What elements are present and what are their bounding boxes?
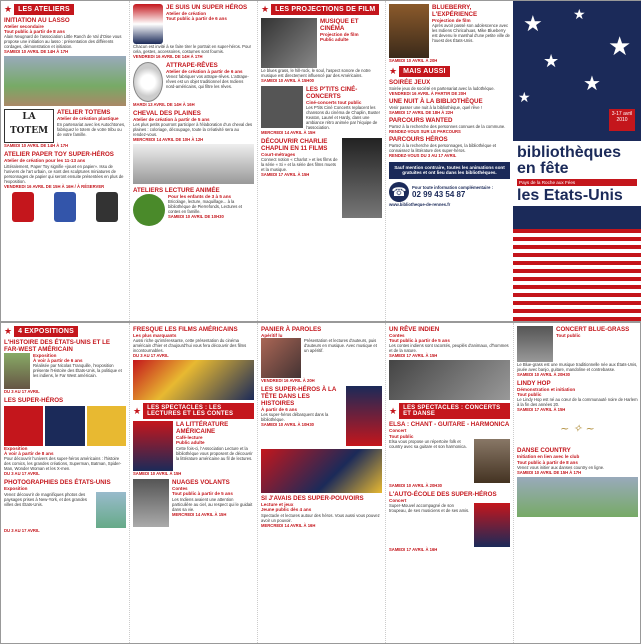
star-icon: ★ <box>4 326 13 336</box>
cover-stripes <box>513 229 641 321</box>
nuit-title: UNE NUIT À LA BIBLIOTHÈQUE <box>389 98 483 105</box>
histoire-photo <box>4 353 30 389</box>
soiree-dates: VENDREDI 16 AVRIL À PARTIR DE 20H <box>389 91 467 96</box>
dreamcatcher-image <box>133 62 163 102</box>
danse-meta: Tout public à partir de 8 ans <box>517 459 578 465</box>
nuages-sub: Contes <box>172 486 188 492</box>
elsa-photo <box>474 439 510 483</box>
chaplin-dates: MERCREDI 14 AVRIL À 15H <box>261 130 316 136</box>
star-icon: ★ <box>261 4 270 14</box>
lasso-photo <box>4 56 126 106</box>
superpowers-photo <box>261 449 382 493</box>
parole-dates: VENDREDI 16 AVRIL À 20H <box>261 378 315 384</box>
bluegrass-photo <box>517 326 553 362</box>
cheval-photo <box>133 144 254 184</box>
heros-meta: Tout public à partir de 6 ans <box>166 16 227 22</box>
danse-column <box>513 323 641 643</box>
totems-dates: SAMEDI 10 AVRIL DE 14H À 17H <box>4 143 69 149</box>
parcours-title: PARCOURS HÉROS <box>389 136 448 143</box>
date-badge: 3-17 avril 2010 <box>609 109 635 131</box>
histoire-meta: À voir à partir de 6 ans <box>33 358 83 364</box>
heros-dates: VENDREDI 16 AVRIL DE 14H À 17H <box>133 54 203 59</box>
cover-column <box>513 1 641 321</box>
projections-banner: LES PROJECTIONS DE FILM <box>271 4 379 15</box>
lindy-sub: Démonstration et initiation <box>517 387 576 392</box>
histoire-title: L'HISTOIRE DES ÉTATS-UNIS ET LE FAR-WEST AMÉRICAIN <box>4 339 110 353</box>
star-icon: ★ <box>583 73 601 95</box>
litterature-title: LA LITTÉRATURE AMÉRICAINE <box>176 421 229 436</box>
elsa-sub: Concert <box>389 428 407 434</box>
lasso-sub: Atelier secondaire <box>4 24 44 29</box>
films-title: FRESQUE LES FILMS AMÉRICAINS <box>133 326 238 333</box>
lasso-dates: SAMEDI 10 AVRIL DE 14H À 17H <box>4 49 69 55</box>
cheval-sub: Atelier de création à partir de 5 ans <box>133 117 210 122</box>
reve-title: UN RÊVE INDIEN <box>389 326 440 333</box>
photos-dates: DU 3 AU 17 AVRIL <box>4 527 40 533</box>
auto-text: Super-Mouvel accompagné de son troupeau, de ses musiciens et de ses amis. <box>389 503 470 514</box>
phone-number: 02 99 43 54 87 <box>412 189 466 199</box>
blueberry-poster <box>389 4 429 58</box>
heros-sub: Atelier de création <box>166 11 207 16</box>
photos-text: Venez découvrir de magnifiques photos des paysages prises à New-York, et des grandes villes des États-Unis. <box>4 491 87 507</box>
films-column <box>129 323 257 643</box>
liberty-photo <box>96 492 126 528</box>
star-icon: ★ <box>523 11 543 36</box>
jouons-dates: MERCREDI 14 AVRIL À 16H <box>261 522 316 528</box>
reves-text: Venez fabriquer vos attrape-rêves. L'attrape-rêves est un objet traditionnel des Indiens nord-américains, qui filtre les rêves. <box>166 74 249 90</box>
lecture-title: ATELIERS LECTURE ANIMÉE <box>133 187 220 195</box>
comics-cover-1 <box>4 406 43 446</box>
expo-heros-text: Pour découvrir l'univers des super-héros américains : l'histoire des comics, les grandes créations, Superman, Batman, Spider-Man, Wonder Woman et les X-men. <box>4 456 122 472</box>
parole-text: Présentation et lectures d'auteurs, puis d'auteurs en musique. Avec musique et un apéritif. <box>304 338 377 354</box>
jouons-title: SI J'AVAIS DES SUPER-POUVOIRS <box>261 495 364 503</box>
totems-title: ATELIER TOTEMS <box>57 109 111 117</box>
soiree-title: SOIRÉE JEUX <box>389 79 431 86</box>
heros-text: Chacun est invité à se faire tirer le portrait en super-héros. Pour cela, gestes, accessoires, costumes sont fournis. <box>133 44 252 54</box>
parole-title: PANIER À PAROLES <box>261 326 322 333</box>
comics-cover-3 <box>87 406 126 446</box>
nuages-meta: Tout public à partir de 5 ans <box>172 491 233 497</box>
photos-title: PHOTOGRAPHIES DES ÉTATS-UNIS <box>4 479 111 487</box>
elsa-dates: SAMEDI 10 AVRIL À 20H30 <box>389 482 442 488</box>
nuit-dates: SAMEDI 17 AVRIL DE 18H À 22H <box>389 110 454 115</box>
danse-sub: Initiation en lien avec le club <box>517 454 580 460</box>
paper-sub: Atelier de création pour les 11-13 ans <box>4 158 86 164</box>
star-icon: ★ <box>543 51 560 71</box>
lecture-dates: SAMEDI 10 AVRIL DE 10H30 <box>168 214 224 220</box>
lindy-dates: SAMEDI 17 AVRIL À 15H <box>517 407 566 413</box>
histoire-text: Réalisée par Nicolas Tranquille, l'exposition présente l'Histoire des États-Unis, la politique et les indiens, le Far West américain. <box>33 363 122 379</box>
heros-title: JE SUIS UN SUPER HÉROS <box>166 4 248 11</box>
musique-dates: SAMEDI 10 AVRIL À 15H00 <box>261 78 314 83</box>
star-icon: ★ <box>4 4 13 14</box>
cheval-text: Les plus petits pourront participer à l'élaboration d'un cheval des plaines : coloriage, découpage, toute la créativité sera au rendez-vous. <box>133 122 253 138</box>
concerts-column <box>385 323 513 643</box>
spectacles-banner: LES SPECTACLES : LES LECTURES ET LES CONTES <box>143 403 254 419</box>
swing-logo: ~ ✧ ~ <box>560 422 595 436</box>
litterature-sub: Café-lecture <box>176 435 203 441</box>
charlie-dates: SAMEDI 17 AVRIL À 15H <box>261 172 310 178</box>
danse-photo <box>517 477 638 517</box>
wanted-dates: RENDEZ-VOUS SUR LE PARCOURS <box>389 129 461 134</box>
totem-logo: LA TOTEM <box>4 109 54 143</box>
auto-sub: Concert <box>389 497 407 503</box>
lecture-sub: Pour les enfants de 3 à 5 ans <box>168 194 232 200</box>
litterature-text: Cette fois-ci, l'Association Lecture et la bibliothèque vous proposent de découvrir la littérature américaine au fil de lectures. <box>176 445 253 461</box>
superhero-image <box>346 386 382 446</box>
danse-dates: SAMEDI 10 AVRIL DE 15H À 17H <box>517 469 582 475</box>
star-icon: ★ <box>608 31 632 61</box>
jouons-text: Spectacle et lectures autour des héros. Vous aussi vous pouvez avoir un pouvoir. <box>261 512 380 523</box>
bottom-sheet <box>0 322 641 644</box>
charlie-title: DÉCOUVRIR CHARLIE CHAPLIN EN 11 FILMS <box>261 138 328 153</box>
wanted-text: Partez à la recherche des personnes connues de la commune. <box>389 124 506 129</box>
elsa-title: ELSA : CHANT - GUITARE - HARMONICA <box>389 421 510 429</box>
cover-title-2: en fête <box>517 160 569 177</box>
maisaussi-banner: MAIS AUSSI <box>399 66 450 77</box>
nuages-photo <box>133 479 169 527</box>
films-dates: DU 3 AU 17 AVRIL <box>133 353 169 359</box>
bluegrass-text: Le Blue-grass est une musique traditionnelle née aux États-Unis, jouée avec banjo, guitare, mandoline et contrebasse. <box>517 362 638 372</box>
paper-text: Littéralement, Paper Toy signifie «jouet en papier». Issu de l'univers de l'art urbain, ce sont des sculptures miniatures de personnages de papier qui seront ensuite présentées en plus de l'exposition. <box>4 163 124 184</box>
auto-title: L'AUTO-ÉCOLE DES SUPER-HÉROS <box>389 490 497 498</box>
parole-column <box>257 323 385 643</box>
films-sub: Les plus marquants <box>133 333 177 338</box>
auto-dates: SAMEDI 17 AVRIL À 16H <box>389 547 438 553</box>
bluegrass-dates: SAMEDI 10 AVRIL À 20H30 <box>517 372 570 377</box>
reve-dates: SAMEDI 17 AVRIL À 15H <box>389 353 438 359</box>
musique-text: Le blues grass, le hill-rock, le soul, l'aspect sonore de notre musique est directement influencé par des Américains. <box>261 68 371 78</box>
superheros-dates: SAMEDI 10 AVRIL À 10H30 <box>261 422 314 428</box>
website-link[interactable]: www.bibliotheque-de-rennes.fr <box>389 201 451 207</box>
parcours-dates: RENDEZ-VOUS DU 3 AU 17 AVRIL <box>389 153 457 158</box>
lindy-meta: Tout public <box>517 392 542 398</box>
chaplin-sub: Ciné-concerts tout public <box>306 100 362 105</box>
maisaussi-column <box>385 1 513 321</box>
charlie-text: Connect notion « Charlot » et les films de la série « Si » et la série des films muets et la musique. <box>261 157 338 173</box>
elsa-meta: Tout public <box>389 433 414 439</box>
chaplin-title: LES P'TITS CINÉ-CONCERTS <box>306 86 358 100</box>
expo-heros-meta: À voir à partir de 8 ans <box>4 451 54 457</box>
superhero-photo <box>133 4 163 44</box>
expo-heros-title: LES SUPER-HÉROS <box>4 397 64 404</box>
films-photo <box>133 360 254 400</box>
films-text: Aussi riche qu'intéressante, cette présentation du cinéma américain d'hier et d'aujourd'hui vous fera découvrir des films incontournables. <box>133 338 247 354</box>
cover-subtitle: Pays de la Roche aux Fées <box>517 179 637 186</box>
blueberry-sub: Projection de film <box>432 18 471 23</box>
musique-meta: Public adulte <box>320 37 349 43</box>
cheval-dates: MERCREDI 14 AVRIL DE 10H À 12H <box>133 137 204 143</box>
star-icon: ★ <box>389 66 398 76</box>
reve-meta: Tout public à partir de 5 ans <box>389 338 450 344</box>
auto-photo <box>474 503 510 547</box>
danse-title: DANSE COUNTRY <box>517 447 571 455</box>
superheros-text: Les super-héros débarquent dans la bibliothèque. <box>261 412 329 423</box>
star-icon: ★ <box>573 6 586 22</box>
lecture-text: Bricolage, lecture, maquillage... à la bibliothèque de Pierrefonds, Lectures et contes en famille. <box>168 199 243 215</box>
elsa-text: Elsa vous propose un répertoire folk et country avec sa guitare et son harmonica. <box>389 438 467 449</box>
reve-text: Les contes indiens sont racontés, peuplés d'animaux, d'hommes et de la nature. <box>389 343 509 354</box>
lindy-title: LINDY HOP <box>517 380 551 387</box>
cover-title-box <box>513 141 641 206</box>
bluegrass-title: CONCERT BLUE-GRASS <box>556 326 630 333</box>
blueberry-text: Après avoir passé son adolescence avec les Indiens Chiricahuas, Mike Blueberry est devenu le marshal d'une petite ville de l'ouest des États-Unis. <box>432 23 510 44</box>
litterature-image <box>133 421 173 471</box>
lasso-text: Alain Neugnard de l'association Little Ranch de Val d'Oise vous propose une initiation au lasso : présentation des différents cordages, démonstration et initiation. <box>4 34 122 50</box>
totems-text: En partenariat avec les Autochtones, fabriquez le totem de votre tribu ou de votre famille. <box>57 121 126 137</box>
reves-dates: MARDI 13 AVRIL DE 14H À 16H <box>133 102 195 107</box>
parcours-text: Partez à la recherche des personnages, la bibliothèque et connaissez la littérature des super-héros. <box>389 143 497 153</box>
star-icon: ★ <box>389 405 398 416</box>
parole-photo <box>261 338 301 378</box>
paper-toy-3 <box>96 192 118 222</box>
cinema-photo <box>261 18 317 68</box>
star-icon: ★ <box>133 405 142 416</box>
histoire-sub: Exposition <box>33 353 57 358</box>
bluegrass-sub: Tout public <box>556 333 581 338</box>
lasso-title: INITIATION AU LASSO <box>4 17 70 24</box>
musique-title: MUSIQUE ET CINÉMA <box>320 18 359 32</box>
parole-sub: Apéritif lu <box>261 333 283 338</box>
jouons-sub: Lecture et jeux <box>261 502 294 508</box>
histoire-dates: DU 3 AU 17 AVRIL <box>4 389 40 394</box>
comics-cover-2 <box>45 406 84 446</box>
ateliers-banner: LES ATELIERS <box>14 4 74 15</box>
nuages-text: Les Indiens avaient une attention particulière au ciel, au respect qui le guidait dans sa vie. <box>172 496 253 512</box>
expo-heros-dates: DU 3 AU 17 AVRIL <box>4 471 40 477</box>
paper-toy-1 <box>12 192 34 222</box>
litterature-meta: Public adulte <box>176 440 205 446</box>
info-label: Pour toute information complémentaire : <box>412 184 493 190</box>
apple-image <box>133 194 165 226</box>
cover-title-1: bibliothèques <box>517 144 621 161</box>
chaplin-photo <box>342 138 382 218</box>
nuit-text: Venir passer une nuit à la bibliothèque, quel rêve ! <box>389 105 482 110</box>
star-icon: ★ <box>518 89 531 105</box>
wanted-title: PARCOURS WANTED <box>389 117 453 124</box>
cover-stars <box>513 1 641 121</box>
photos-sub: Exposition <box>4 486 28 492</box>
heros-column <box>129 1 257 321</box>
concerts-banner: LES SPECTACLES : CONCERTS ET DANSE <box>399 403 510 419</box>
jouons-meta: Jeune public dès 4 ans <box>261 507 312 513</box>
cover-title-3: les Etats-Unis <box>517 187 623 204</box>
litterature-dates: SAMEDI 10 AVRIL À 15H <box>133 471 182 477</box>
lasso-meta: Tout public à partir de 8 ans <box>4 29 65 35</box>
soiree-text: Soirée jeux de société en partenariat avec la ludothèque. <box>389 86 495 91</box>
reves-title: ATTRAPE-RÊVES <box>166 62 218 69</box>
expo-heros-sub: Exposition <box>4 446 28 451</box>
blueberry-dates: SAMEDI 10 AVRIL À 20H <box>389 58 438 63</box>
superheros-title: LES SUPER-HÉROS À LA TÊTE DANS LES HISTOIRES <box>261 386 337 408</box>
danse-text: Venez vous initier aux danses country en ligne. <box>517 464 605 470</box>
charlie-sub: Court-métrages <box>261 152 296 158</box>
paper-dates: VENDREDI 16 AVRIL DE 15H À 16H / À RÉSERVER <box>4 183 105 189</box>
nuages-title: NUAGES VOLANTS <box>172 479 230 487</box>
superheros-sub: À partir de 6 ans <box>261 407 297 413</box>
expositions-column <box>1 323 129 643</box>
reve-photo <box>389 360 510 400</box>
ateliers-column <box>1 1 129 321</box>
paper-toy-2 <box>54 192 76 222</box>
reves-sub: Atelier de création à partir de 6 ans <box>166 69 243 74</box>
projections-column <box>257 1 385 321</box>
reve-sub: Contes <box>389 333 405 338</box>
expositions-banner: 4 EXPOSITIONS <box>14 326 78 337</box>
musique-sub: Projection de film <box>320 32 359 37</box>
totems-sub: Atelier de création plastique <box>57 116 119 122</box>
info-note: Sauf mention contraire, toutes les animations sont gratuites et ont lieu dans les bibliothèques. <box>389 162 510 179</box>
chaplin-poster <box>261 86 303 128</box>
lindy-text: Le Lindy Hop est né au cœur de la communauté noire de Harlem à la fin des années 20. <box>517 397 638 408</box>
paper-title: ATELIER PAPER TOY SUPER-HÉROS <box>4 151 114 159</box>
phone-icon: ☎ <box>389 182 409 202</box>
chaplin-text: Les P'tits Ciné Concerts replacent les chansons du cinéma de Chaplin, Buster Keaton, Laurel et Hardy, dans une ambiance rétro animée par l'équipe de l'association. <box>306 105 381 131</box>
cheval-title: CHEVAL DES PLAINES <box>133 110 201 117</box>
nuages-dates: MERCREDI 14 AVRIL À 15H <box>172 511 227 517</box>
blueberry-title: BLUEBERRY, L'EXPÉRIENCE <box>432 4 478 18</box>
